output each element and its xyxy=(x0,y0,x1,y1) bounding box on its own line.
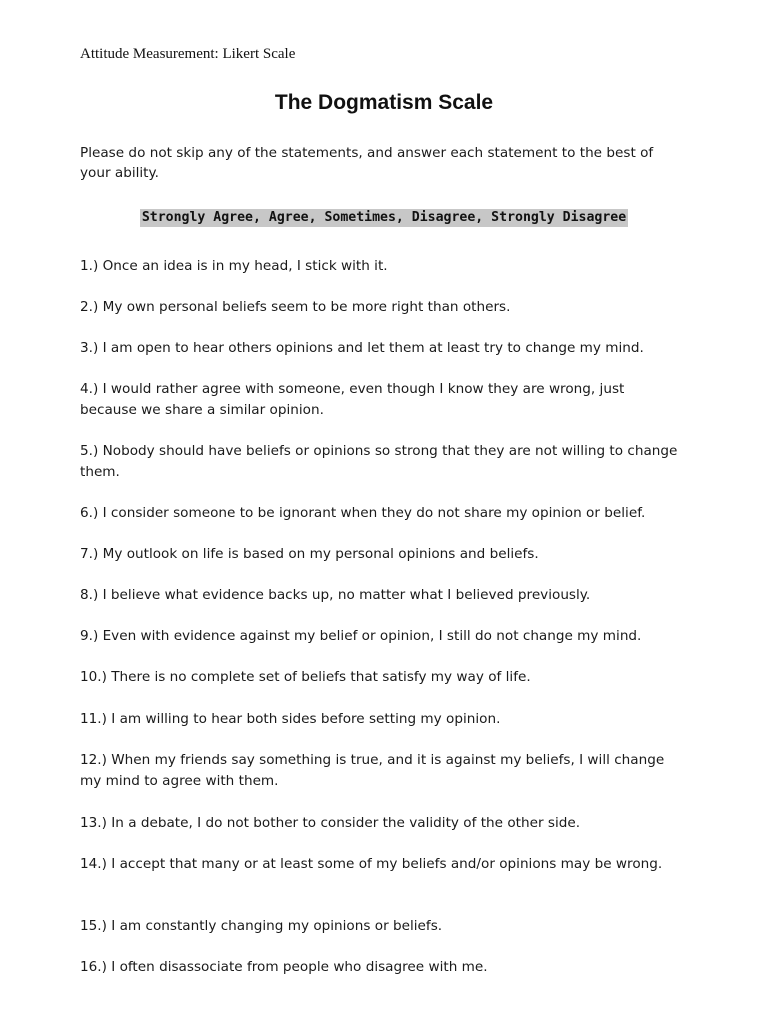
statement-item: 14.) I accept that many or at least some of my beliefs and/or opinions may be wrong. xyxy=(80,856,663,872)
statement-item: 4.) I would rather agree with someone, even though I know they are wrong, just because we share a similar opinion. xyxy=(80,381,625,418)
statement-item: 13.) In a debate, I do not bother to consider the validity of the other side. xyxy=(80,815,581,831)
statement-item: 8.) I believe what evidence backs up, no matter what I believed previously. xyxy=(80,587,591,603)
statement-item: 7.) My outlook on life is based on my personal opinions and beliefs. xyxy=(80,546,539,562)
response-scale-options: Strongly Agree, Agree, Sometimes, Disagree, Strongly Disagree xyxy=(141,210,627,225)
statement-item: 16.) I often disassociate from people who disagree with me. xyxy=(80,959,488,975)
instructions-paragraph: Please do not skip any of the statements, and answer each statement to the best of your ability. xyxy=(80,145,654,181)
statement-item: 9.) Even with evidence against my belief or opinion, I still do not change my mind. xyxy=(80,628,642,644)
statement-item: 11.) I am willing to hear both sides before setting my opinion. xyxy=(80,711,501,727)
running-header: Attitude Measurement: Likert Scale xyxy=(80,46,296,62)
statement-item: 10.) There is no complete set of beliefs that satisfy my way of life. xyxy=(80,669,531,685)
page-title: The Dogmatism Scale xyxy=(274,91,494,114)
statement-item: 5.) Nobody should have beliefs or opinions so strong that they are not willing to change them. xyxy=(80,443,678,480)
response-scale xyxy=(0,208,768,227)
statement-item: 1.) Once an idea is in my head, I stick with it. xyxy=(80,258,388,274)
statement-item: 15.) I am constantly changing my opinions or beliefs. xyxy=(80,918,443,934)
statement-item: 12.) When my friends say something is true, and it is against my beliefs, I will change my mind to agree with them. xyxy=(80,752,665,789)
statement-item: 3.) I am open to hear others opinions and let them at least try to change my mind. xyxy=(80,340,644,356)
statement-item: 2.) My own personal beliefs seem to be more right than others. xyxy=(80,299,511,315)
statement-item: 6.) I consider someone to be ignorant when they do not share my opinion or belief. xyxy=(80,505,646,521)
